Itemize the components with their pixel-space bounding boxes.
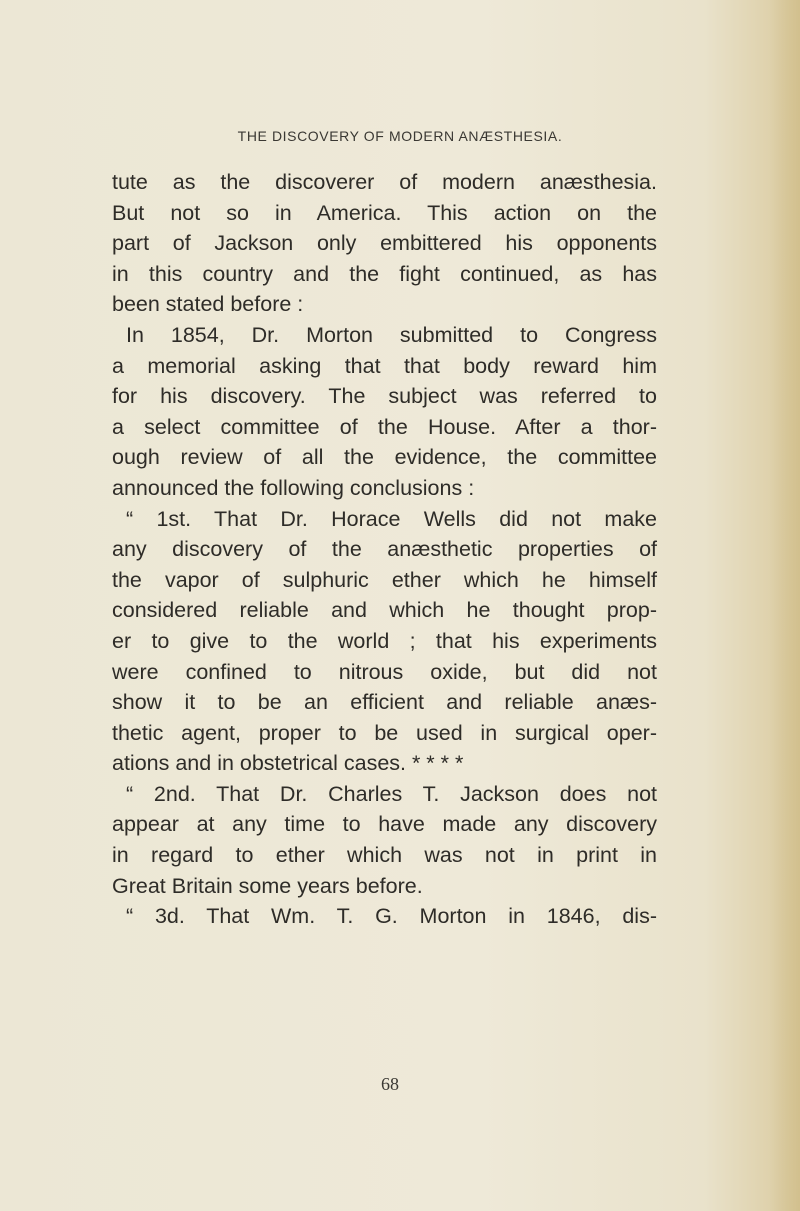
- text-line: But not so in America. This action on the: [112, 200, 657, 225]
- page-number: 68: [381, 1074, 399, 1094]
- running-head: THE DISCOVERY OF MODERN ANÆSTHESIA.: [237, 128, 563, 144]
- body-text: [112, 167, 657, 932]
- text-line: part of Jackson only embittered his opponents: [112, 231, 657, 256]
- text-line: ough review of all the evidence, the committee: [112, 445, 657, 470]
- text-line: “ 2nd. That Dr. Charles T. Jackson does not: [126, 781, 657, 806]
- text-line: “ 1st. That Dr. Horace Wells did not make: [126, 506, 657, 531]
- text-line: a select committee of the House. After a thor-: [112, 414, 657, 439]
- text-line: er to give to the world ; that his experiments: [112, 628, 657, 653]
- text-line: in regard to ether which was not in print in: [112, 843, 657, 868]
- text-line: any discovery of the anæsthetic properties of: [112, 537, 657, 562]
- text-line: “ 3d. That Wm. T. G. Morton in 1846, dis-: [126, 904, 657, 929]
- text-line: in this country and the fight continued, as has: [112, 261, 657, 286]
- text-line: been stated before :: [112, 292, 304, 317]
- text-line: announced the following conclusions :: [112, 475, 475, 500]
- text-line: for his discovery. The subject was referred to: [112, 384, 657, 409]
- text-line: tute as the discoverer of modern anæsthesia.: [112, 170, 657, 194]
- text-line: appear at any time to have made any discovery: [112, 812, 657, 837]
- text-line: a memorial asking that that body reward him: [112, 353, 657, 378]
- text-line: Great Britain some years before.: [112, 873, 423, 898]
- text-line: the vapor of sulphuric ether which he himself: [112, 567, 657, 592]
- text-line: thetic agent, proper to be used in surgical oper-: [112, 720, 657, 745]
- text-line: In 1854, Dr. Morton submitted to Congress: [126, 322, 657, 347]
- text-line: were confined to nitrous oxide, but did not: [112, 659, 657, 684]
- text-line: show it to be an efficient and reliable anæs-: [112, 690, 657, 715]
- page-edge-shading: [770, 0, 800, 1211]
- text-line: considered reliable and which he thought prop-: [112, 598, 657, 623]
- text-line: ations and in obstetrical cases. * * * *: [112, 751, 464, 776]
